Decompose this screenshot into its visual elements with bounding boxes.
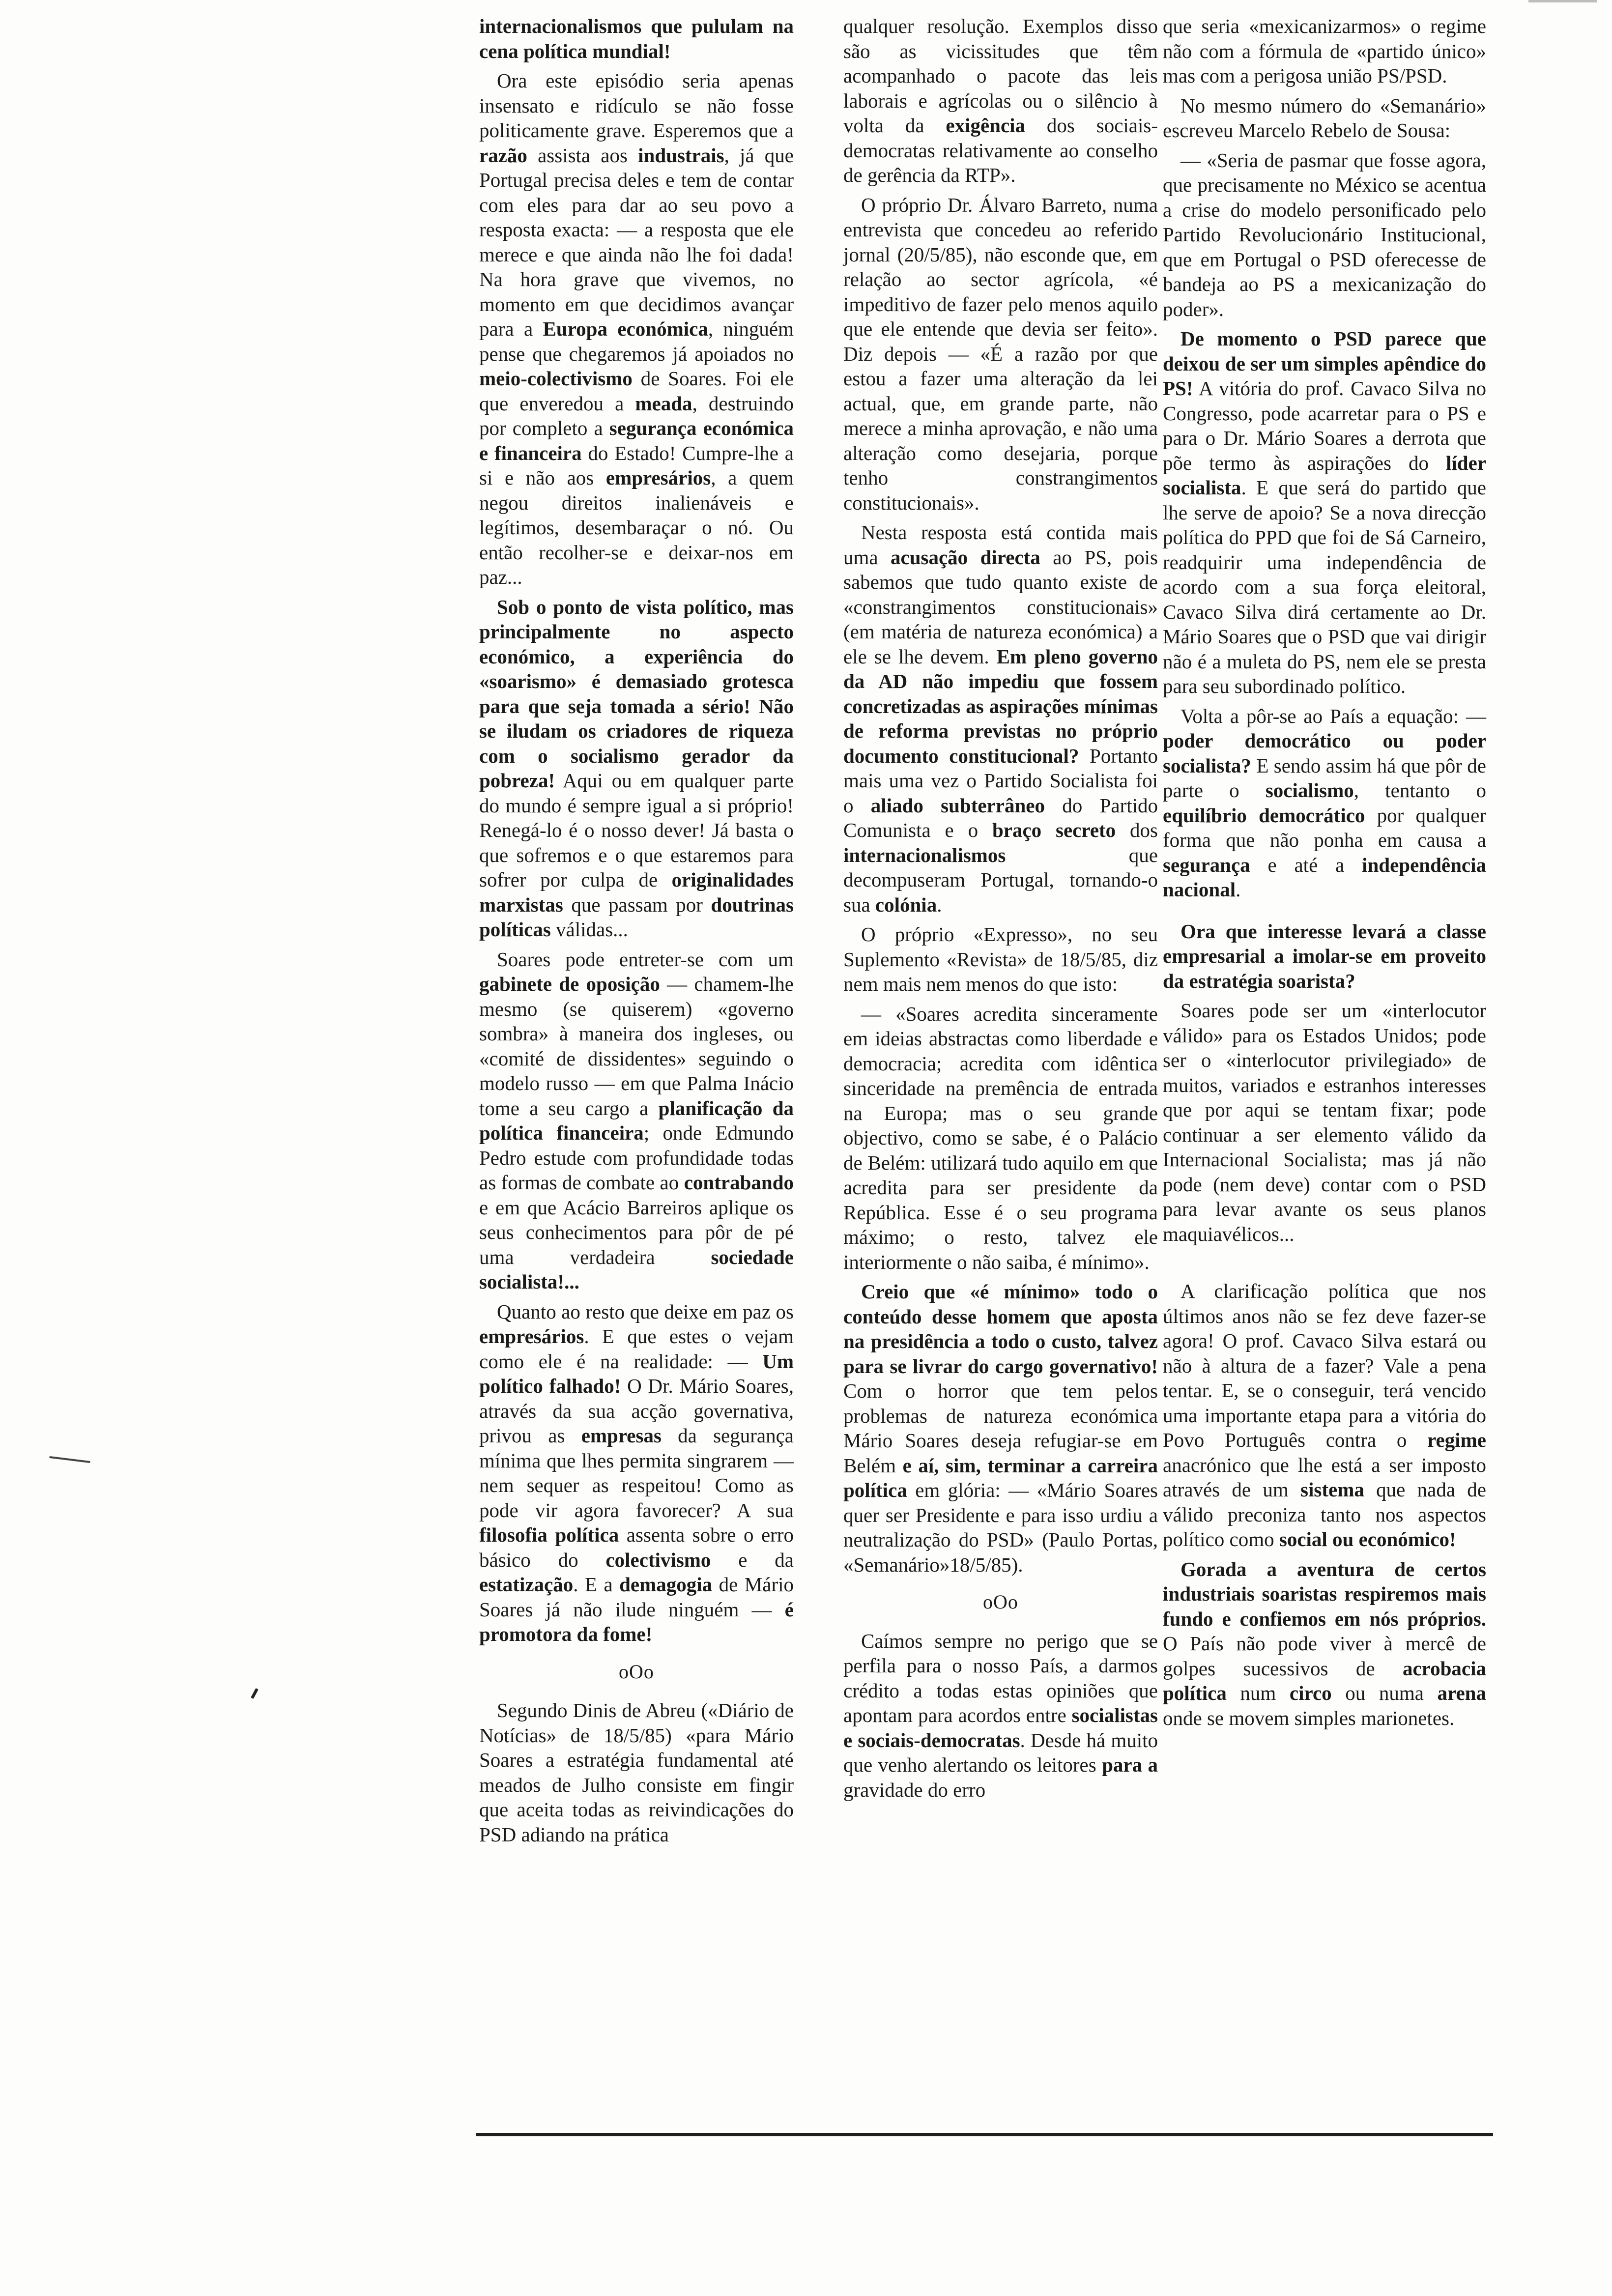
paragraph: Nesta resposta está contida mais uma acusação directa ao PS, pois sabemos que tudo quanto existe de «constrangimentos constitucionais» (em matéria de natureza económica) a ele se lhe devem. Em pleno governo da AD não impediu que fossem concretizadas as aspirações mínimas de reforma previstas no próprio documento constitucional? Portanto mais uma vez o Partido Socialista foi o aliado subterrâneo do Partido Comunista e o braço secreto dos internacionalismos que decompuseram Portugal, tornando-o sua colónia. xyxy=(843,521,1158,916)
article-column-2 xyxy=(843,14,1158,1807)
spacer xyxy=(1163,1251,1486,1279)
paragraph: O próprio «Expresso», no seu Suplemento «Revista» de 18/5/85, diz nem mais nem menos do que isto: xyxy=(843,923,1158,995)
paragraph: Caímos sempre no perigo que se perfila para o nosso País, a darmos crédito a todas estas opiniões que apontam para acordos entre socialistas e sociais-democratas. Desde há muito que venho alertando os leitores para a gravidade do erro xyxy=(843,1629,1158,1801)
paragraph: Sob o ponto de vista político, mas principalmente no aspecto económico, a experiência do «soarismo» é demasiado grotesca para que seja tomada a sério! Não se iludam os criadores de riqueza com o socialismo gerador da pobreza! Aqui ou em qualquer parte do mundo é sempre igual a si próprio! Renegá-lo é o nosso dever! Já basta o que sofremos e o que estaremos para sofrer por culpa de originalidades marxistas que passam por doutrinas políticas válidas... xyxy=(479,595,794,941)
paragraph: internacionalismos que pululam na cena política mundial! xyxy=(479,15,794,62)
paragraph: qualquer resolução. Exemplos disso são as vicissitudes que têm acompanhado o pacote das leis laborais e agrícolas ou o silêncio à volta da exigência dos sociais-democratas relativamente ao conselho de gerência da RTP». xyxy=(843,15,1158,186)
paragraph: Gorada a aventura de certos industriais soaristas respiremos mais fundo e confiemos em nós próprios. O País não pode viver à mercê de golpes sucessivos de acrobacia política num circo ou numa arena onde se movem simples marionetes. xyxy=(1163,1557,1486,1729)
paragraph: O próprio Dr. Álvaro Barreto, numa entrevista que concedeu ao referido jornal (20/5/85), não esconde que, em relação ao sector agrícola, «é impeditivo de fazer pelo menos aquilo que ele entende que devia ser feito». Diz depois — «É a razão por que estou a fazer uma alteração da lei actual, que, em grande parte, não merece a minha aprovação, e não uma alteração como desejaria, porque tenho constrangimentos constitucionais». xyxy=(843,193,1158,514)
paragraph: Ora este episódio seria apenas insensato e ridículo se não fosse politicamente grave. Esperemos que a razão assista aos industrais, já que Portugal precisa deles e tem de contar com eles para dar ao seu povo a resposta exacta: — a resposta que ele merece e que ainda não lhe foi dada! Na hora grave que vivemos, no momento em que decidimos avançar para a Europa económica, ninguém pense que chegaremos já apoiados no meio-colectivismo de Soares. Foi ele que enveredou a meada, destruindo por completo a segurança económica e financeira do Estado! Cumpre-lhe a si e não aos empresários, a quem negou direitos inalienáveis e legítimos, desembaraçar o nó. Ou então recolher-se e deixar-nos em paz... xyxy=(479,69,794,588)
paragraph: Quanto ao resto que deixe em paz os empresários. E que estes o vejam como ele é na realidade: — Um político falhado! O Dr. Mário Soares, através da sua acção governativa, privou as empresas da segurança mínima que lhes permita singrarem — nem sequer as respeitou! Como as pode vir agora favorecer? A sua filosofia política assenta sobre o erro básico do colectivismo e da estatização. E a demagogia de Mário Soares já não ilude ninguém — é promotora da fome! xyxy=(479,1300,794,1645)
paragraph: Soares pode entreter-se com um gabinete de oposição — chamem-lhe mesmo (se quiserem) «governo sombra» à maneira dos ingleses, ou «comité de dissidentes» seguindo o modelo russo — em que Palma Inácio tome a seu cargo a planificação da política financeira; onde Edmundo Pedro estude com profundidade todas as formas de combate ao contrabando e em que Acácio Barreiros aplique os seus conhecimentos para pôr de pé uma verdadeira sociedade socialista!... xyxy=(479,947,794,1293)
paragraph: De momento o PSD parece que deixou de ser um simples apêndice do PS! A vitória do prof. Cavaco Silva no Congresso, pode acarretar para o PS e para o Dr. Mário Soares a derrota que põe termo às aspirações do líder socialista. E que será do partido que lhe serve de apoio? Se a nova direcção política do PPD que foi de Sá Carneiro, readquirir uma independência de acordo com a sua força eleitoral, Cavaco Silva dirá certamente ao Dr. Mário Soares que o PSD que vai dirigir não é a muleta do PS, nem ele se presta para seu subordinado político. xyxy=(1163,327,1486,697)
paragraph: Creio que «é mínimo» todo o conteúdo desse homem que aposta na presidência a todo o custo, talvez para se livrar do cargo governativo! Com o horror que tem pelos problemas de natureza económica Mário Soares deseja refugiar-se em Belém e aí, sim, terminar a carreira política em glória: — «Mário Soares quer ser Presidente e para isso urdiu a neutralização do PSD» (Paulo Portas, «Semanário»18/5/85). xyxy=(843,1280,1158,1576)
spacer xyxy=(1163,907,1486,919)
paragraph: Volta a pôr-se ao País a equação: — poder democrático ou poder socialista? E sendo assim há que pôr de parte o socialismo, tentanto o equilíbrio democrático por qualquer forma que não ponha em causa a segurança e até a independência nacional. xyxy=(1163,704,1486,901)
paragraph: A clarificação política que nos últimos anos não se fez deve fazer-se agora! O prof. Cavaco Silva estará ou não à altura de a fazer? Vale a pena tentar. E, se o conseguir, terá vencido uma importante etapa para a vitória do Povo Português contra o regime anacrónico que lhe está a ser imposto através de um sistema que nada de válido preconiza tanto nos aspectos político como social ou económico! xyxy=(1163,1280,1487,1550)
article-column-3 xyxy=(1163,14,1486,1735)
article-column-1 xyxy=(479,14,794,1852)
paragraph: Ora que interesse levará a classe empresarial a imolar-se em proveito da estratégia soarista? xyxy=(1163,919,1486,992)
paragraph: No mesmo número do «Semanário» escreveu Marcelo Rebelo de Sousa: xyxy=(1163,94,1486,142)
scan-mark xyxy=(49,1456,90,1463)
corner-mark xyxy=(1528,0,1597,2)
paragraph: Soares pode ser um «interlocutor válido» para os Estados Unidos; pode ser o «interlocutor privilegiado» de muitos, variados e estranhos interesses que por aqui se tentam fixar; pode continuar a ser elemento válido da Internacional Socialista; mas já não pode (nem deve) contar com o PSD para levar avante os seus planos maquiavélicos... xyxy=(1163,999,1486,1245)
paragraph: que seria «mexicanizarmos» o regime não com a fórmula de «partido único» mas com a perigosa união PS/PSD. xyxy=(1163,15,1486,87)
scan-speck xyxy=(251,1688,259,1699)
quote-paragraph: — «Seria de pasmar que fosse agora, que precisamente no México se acentua a crise do modelo personificado pelo Partido Revolucionário Institucional, que em Portugal o PSD oferecesse de bandeja ao PS a mexicanização do poder». xyxy=(1163,148,1486,320)
section-separator: oOo xyxy=(619,1660,654,1683)
bottom-rule xyxy=(476,2133,1493,2136)
paragraph: Segundo Dinis de Abreu («Diário de Notícias» de 18/5/85) «para Mário Soares a estratégia fundamental até meados de Julho consiste em fingir que aceita todas as reivindicações do PSD adiando na prática xyxy=(479,1699,794,1846)
section-separator: oOo xyxy=(983,1591,1018,1613)
quote-paragraph: — «Soares acredita sinceramente em ideias abstractas como liberdade e democracia; acredita com idêntica sinceridade na premência de entrada na Europa; mas o seu grande objectivo, como se sabe, é o Palácio de Belém: utilizará tudo aquilo em que acredita para ser presidente da República. Esse é o seu programa máximo; o resto, talvez ele interiormente o não saiba, é mínimo». xyxy=(843,1002,1158,1273)
